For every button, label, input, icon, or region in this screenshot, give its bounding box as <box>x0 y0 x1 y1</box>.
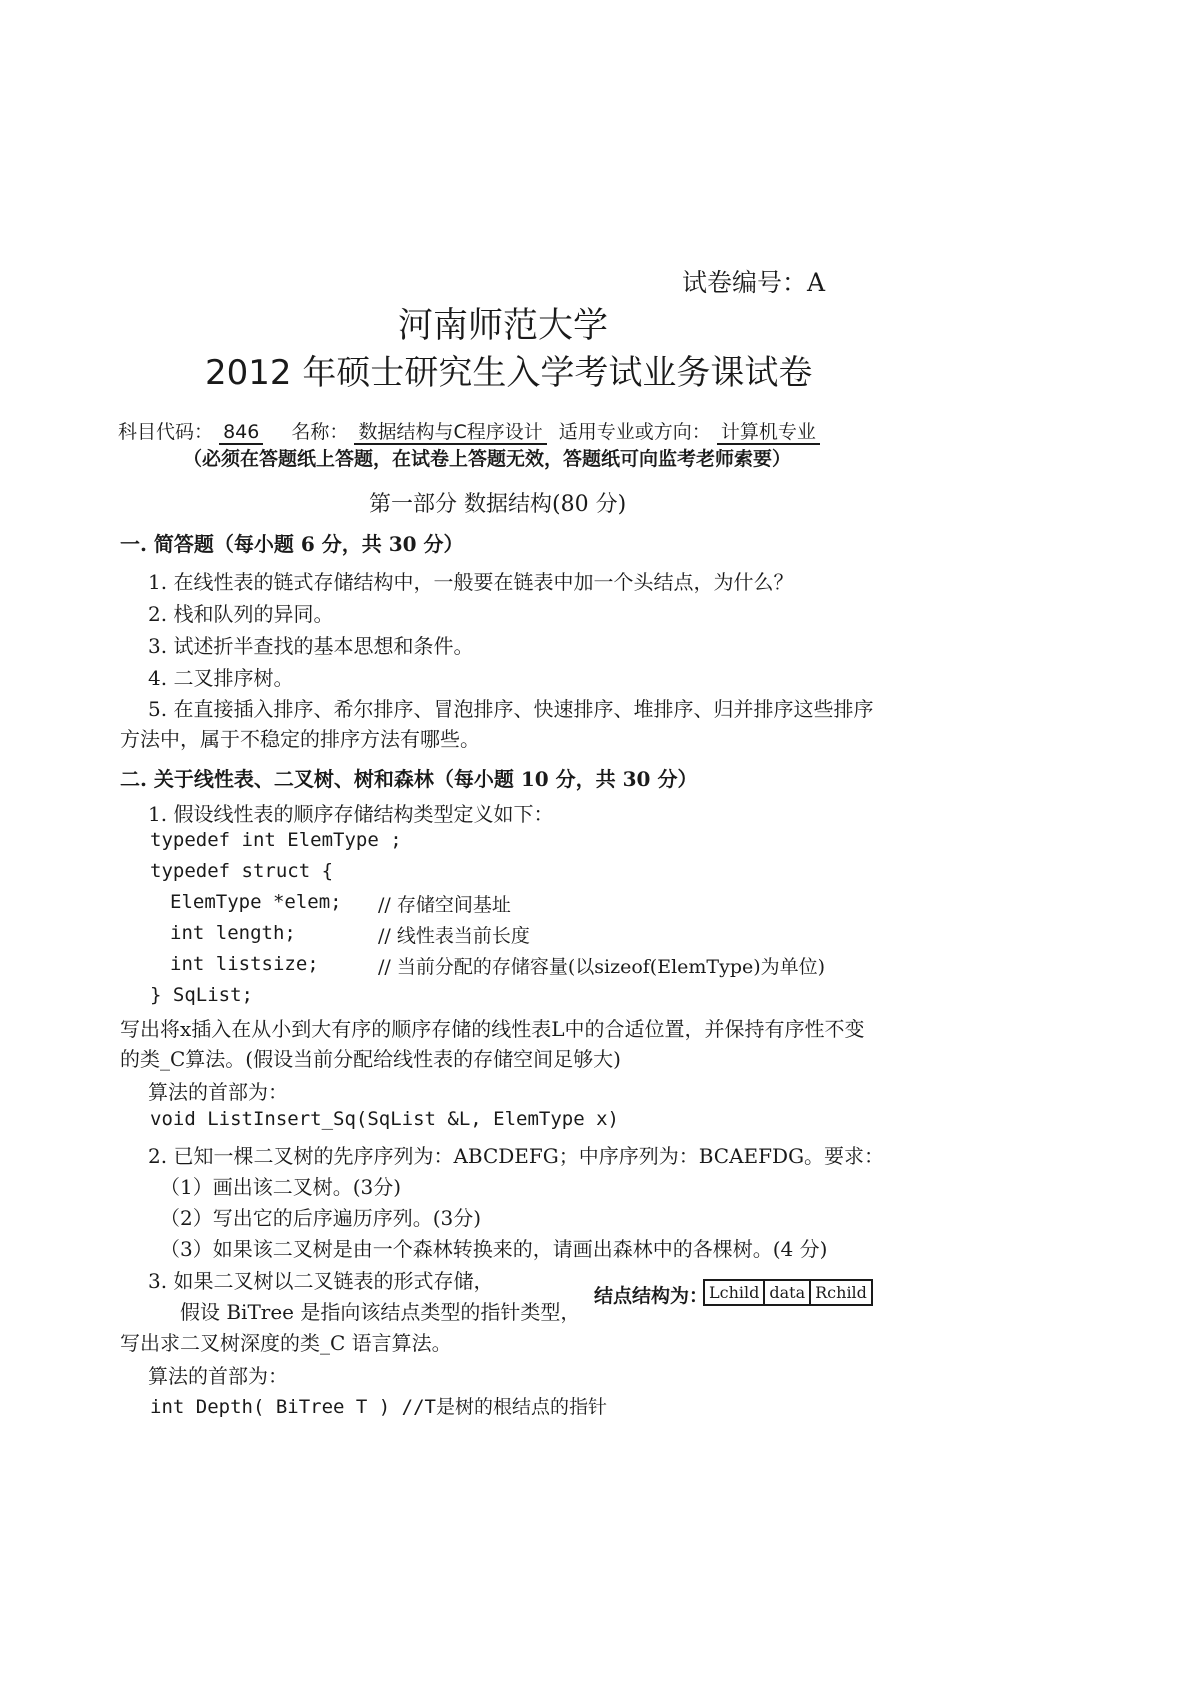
section1-item-4: 4. 二叉排序树。 <box>148 666 294 690</box>
section1-item-1: 1. 在线性表的链式存储结构中，一般要在链表中加一个头结点，为什么？ <box>148 570 794 594</box>
q3-text-3: 写出求二叉树深度的类_C 语言算法。 <box>120 1331 452 1355</box>
q1-signature: void ListInsert_Sq(SqList &L, ElemType x) <box>150 1108 619 1130</box>
q3-text-1: 3. 如果二叉树以二叉链表的形式存储， <box>148 1269 494 1293</box>
code-line-elem: ElemType *elem; <box>170 891 342 913</box>
subject-name-label: 名称： <box>291 421 349 443</box>
code-comment-elem: // 存储空间基址 <box>378 894 511 916</box>
section1-item-3: 3. 试述折半查找的基本思想和条件。 <box>148 634 474 658</box>
code-comment-length: // 线性表当前长度 <box>378 925 530 947</box>
part1-title: 第一部分 数据结构(80 分) <box>369 492 627 517</box>
q2-text: 2. 已知一棵二叉树的先序序列为：ABCDEFG；中序序列为：BCAEFDG。要求： <box>148 1144 885 1168</box>
exam-title: 2012 年硕士研究生入学考试业务课试卷 <box>205 353 813 393</box>
node-field-data: data <box>765 1279 811 1306</box>
node-structure-table <box>703 1279 873 1306</box>
code-line-listsize: int listsize; <box>170 953 319 975</box>
subject-code: 846 <box>219 422 263 445</box>
q1-text-1: 写出将x插入在从小到大有序的顺序存储的线性表L中的合适位置，并保持有序性不变 <box>120 1017 865 1041</box>
q3-algo-head-label: 算法的首部为： <box>148 1364 288 1388</box>
q1-text-2: 的类_C算法。(假设当前分配给线性表的存储空间足够大) <box>120 1047 621 1071</box>
university-title: 河南师范大学 <box>398 306 609 346</box>
node-field-lchild: Lchild <box>703 1279 765 1306</box>
node-struct-label: 结点结构为： <box>594 1285 709 1307</box>
q2-part-3: （3）如果该二叉树是由一个森林转换来的，请画出森林中的各棵树。(4 分) <box>160 1237 828 1261</box>
q1-algo-head-label: 算法的首部为： <box>148 1080 288 1104</box>
subject-code-label: 科目代码： <box>118 421 214 443</box>
major-name: 计算机专业 <box>717 422 820 445</box>
code-line-typedef-elemtype: typedef int ElemType ; <box>150 829 402 851</box>
section1-item-5-cont: 方法中，属于不稳定的排序方法有哪些。 <box>120 727 480 751</box>
q3-signature: int Depth( BiTree T ) //T是树的根结点的指针 <box>150 1396 607 1418</box>
section1-heading: 一. 简答题（每小题 6 分，共 30 分） <box>120 532 464 556</box>
paper-number: 试卷编号：A <box>682 268 826 297</box>
section1-item-5: 5. 在直接插入排序、希尔排序、冒泡排序、快速排序、堆排序、归并排序这些排序 <box>148 697 874 721</box>
section1-item-2: 2. 栈和队列的异同。 <box>148 602 334 626</box>
code-line-sqlist: } SqList; <box>150 984 253 1006</box>
code-line-length: int length; <box>170 922 296 944</box>
section2-heading: 二. 关于线性表、二叉树、树和森林（每小题 10 分，共 30 分） <box>120 767 698 791</box>
answer-notice: （必须在答题纸上答题，在试卷上答题无效，答题纸可向监考老师索要） <box>183 448 792 470</box>
q2-part-1: （1）画出该二叉树。(3分) <box>160 1175 402 1199</box>
q3-text-2: 假设 BiTree 是指向该结点类型的指针类型， <box>180 1300 581 1324</box>
subject-name: 数据结构与C程序设计 <box>354 422 546 445</box>
code-comment-listsize: // 当前分配的存储容量(以sizeof(ElemType)为单位) <box>378 956 826 978</box>
q1-intro: 1. 假设线性表的顺序存储结构类型定义如下： <box>148 802 554 826</box>
q2-part-2: （2）写出它的后序遍历序列。(3分) <box>160 1206 482 1230</box>
subject-line <box>118 417 820 445</box>
node-field-rchild: Rchild <box>811 1279 873 1306</box>
code-line-typedef-struct: typedef struct { <box>150 860 334 882</box>
major-label: 适用专业或方向： <box>558 421 711 443</box>
